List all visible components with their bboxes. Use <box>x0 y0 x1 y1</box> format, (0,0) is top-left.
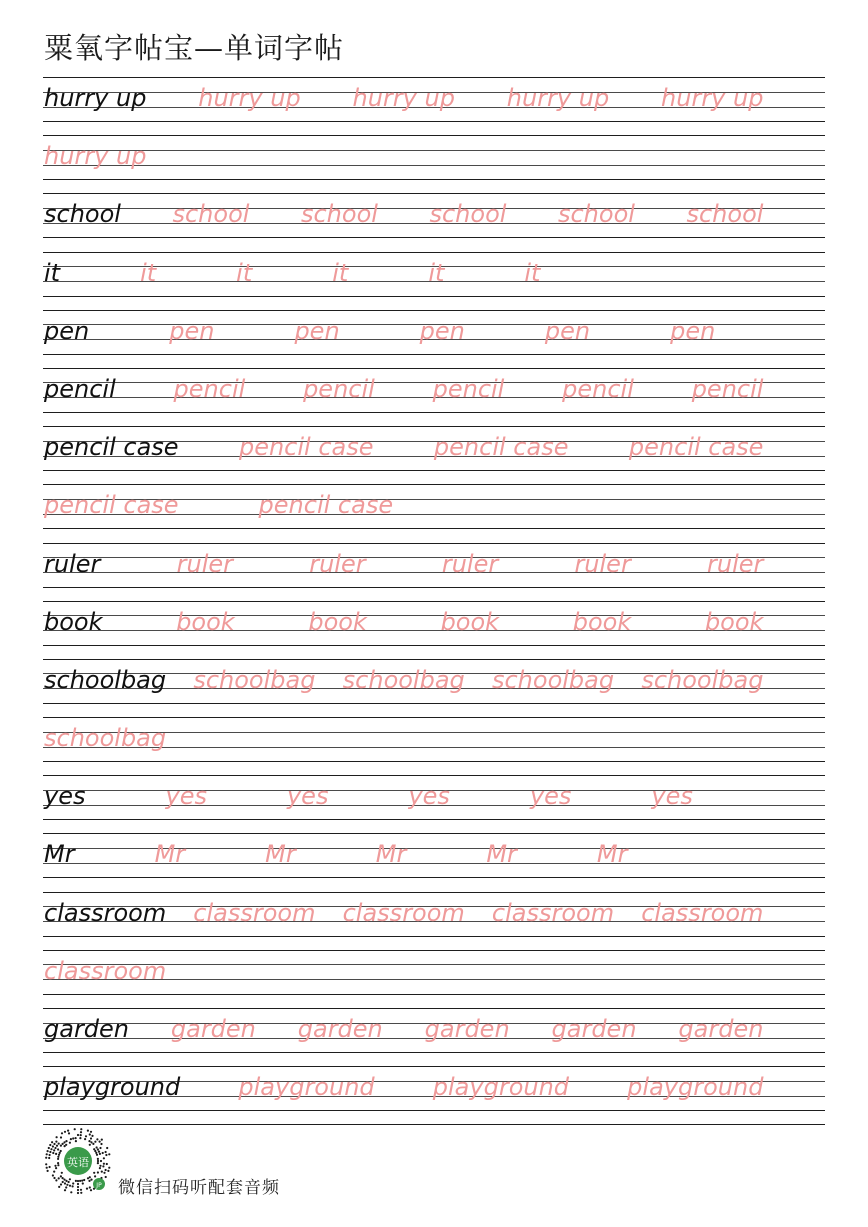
trace-word: schoolbag <box>44 724 167 753</box>
trace-word: garden <box>551 1015 637 1043</box>
trace-word: schoolbag <box>193 665 316 694</box>
trace-word: garden <box>424 1015 510 1043</box>
trace-word: classroom <box>342 898 465 927</box>
guide-line <box>43 470 825 471</box>
model-word: garden <box>44 1015 130 1043</box>
trace-word: schoolbag <box>641 665 764 694</box>
scan-instruction: 微信扫码听配套音频 <box>118 1178 280 1198</box>
guide-line <box>43 77 825 78</box>
guide-line <box>43 1066 825 1067</box>
trace-word: schoolbag <box>342 665 465 694</box>
trace-word: Mr <box>486 840 517 869</box>
trace-word: pen <box>544 316 591 345</box>
model-word: pen <box>44 316 90 345</box>
trace-word: pencil <box>303 374 375 403</box>
model-word: classroom <box>44 898 167 927</box>
trace-word: yes <box>651 782 693 811</box>
guide-line <box>43 833 825 834</box>
trace-word: hurry up <box>352 84 455 112</box>
trace-word: school <box>172 200 250 229</box>
trace-word: playground <box>432 1073 570 1102</box>
trace-word: hurry up <box>661 84 764 112</box>
practice-row <box>43 1066 825 1124</box>
guide-line <box>43 179 825 180</box>
practice-row <box>43 950 825 1008</box>
handwriting-sheet <box>43 77 825 1125</box>
practice-row <box>43 717 825 775</box>
practice-row <box>43 659 825 717</box>
trace-word: it <box>332 258 349 287</box>
trace-word: Mr <box>596 840 628 869</box>
guide-line <box>43 150 825 151</box>
trace-word: book <box>440 607 500 636</box>
practice-row <box>43 368 825 426</box>
page-title: 粟氧字帖宝—单词字帖 <box>44 31 345 65</box>
trace-word: classroom <box>44 956 167 985</box>
trace-word: pen <box>294 316 340 345</box>
guide-line <box>43 659 825 660</box>
model-word: book <box>44 607 103 636</box>
guide-line <box>43 237 825 238</box>
trace-word: schoolbag <box>491 665 615 694</box>
practice-row <box>43 252 825 310</box>
guide-line <box>43 165 825 166</box>
guide-line <box>43 645 825 646</box>
model-word: pencil case <box>44 433 179 462</box>
practice-row <box>43 135 825 193</box>
trace-word: Mr <box>375 840 407 869</box>
practice-row <box>43 193 825 251</box>
trace-word: ruler <box>176 549 233 578</box>
practice-row <box>43 833 825 891</box>
guide-line <box>43 368 825 369</box>
trace-word: ruler <box>574 549 631 578</box>
trace-word: pencil <box>562 374 634 403</box>
guide-line <box>43 936 825 937</box>
trace-word: pencil <box>432 374 505 403</box>
guide-line <box>43 296 825 297</box>
guide-line <box>43 354 825 355</box>
trace-word: hurry up <box>198 84 301 112</box>
model-word: school <box>44 200 121 229</box>
guide-line <box>43 601 825 602</box>
guide-line <box>43 484 825 485</box>
trace-word: it <box>140 258 157 287</box>
trace-word: book <box>176 607 235 636</box>
trace-word: pencil case <box>433 433 569 462</box>
practice-row <box>43 601 825 659</box>
trace-word: pencil case <box>44 491 179 520</box>
trace-word: pencil <box>173 374 246 403</box>
trace-word: school <box>557 200 635 229</box>
guide-line <box>43 717 825 718</box>
practice-row <box>43 77 825 135</box>
guide-line <box>43 252 825 253</box>
trace-word: pencil case <box>238 433 374 462</box>
model-word: playground <box>44 1073 181 1102</box>
guide-line <box>43 193 825 194</box>
trace-word: playground <box>627 1073 764 1102</box>
model-word: hurry up <box>44 84 147 112</box>
guide-line <box>43 543 825 544</box>
practice-row <box>43 426 825 484</box>
model-word: it <box>44 258 61 287</box>
trace-word: ruler <box>309 549 366 578</box>
trace-word: it <box>524 258 541 287</box>
trace-word: pencil case <box>258 491 394 520</box>
trace-word: book <box>704 607 764 636</box>
trace-word: hurry up <box>44 142 147 171</box>
trace-word: school <box>686 200 764 229</box>
footer <box>42 1127 442 1199</box>
guide-line <box>43 587 825 588</box>
trace-word: playground <box>238 1073 375 1102</box>
trace-word: pencil case <box>628 433 764 462</box>
qr-badge-label: 英语 <box>67 1156 89 1169</box>
guide-line <box>43 877 825 878</box>
guide-line <box>43 135 825 136</box>
model-word: ruler <box>44 549 101 578</box>
practice-row <box>43 543 825 601</box>
guide-line <box>43 819 825 820</box>
qr-code-icon[interactable] <box>42 1127 114 1199</box>
guide-line <box>43 121 825 122</box>
trace-word: hurry up <box>506 84 610 112</box>
model-word: Mr <box>44 840 75 869</box>
trace-word: garden <box>297 1015 383 1043</box>
trace-word: book <box>572 607 632 636</box>
guide-line <box>43 892 825 893</box>
practice-row <box>43 892 825 950</box>
guide-line <box>43 703 825 704</box>
trace-word: garden <box>170 1015 256 1043</box>
trace-word: school <box>300 200 378 229</box>
practice-row <box>43 1008 825 1066</box>
trace-word: pen <box>419 316 465 345</box>
trace-word: pen <box>169 316 215 345</box>
closing-line <box>43 1124 825 1125</box>
trace-word: classroom <box>193 898 316 927</box>
model-word: schoolbag <box>44 665 167 694</box>
trace-word: book <box>308 607 367 636</box>
trace-word: school <box>429 200 507 229</box>
trace-word: it <box>428 258 445 287</box>
trace-word: garden <box>678 1015 764 1043</box>
practice-row <box>43 484 825 542</box>
guide-line <box>43 1008 825 1009</box>
trace-word: Mr <box>265 840 296 869</box>
trace-word: pen <box>670 316 716 345</box>
guide-line <box>43 426 825 427</box>
guide-line <box>43 775 825 776</box>
practice-row <box>43 775 825 833</box>
guide-line <box>43 310 825 311</box>
guide-line <box>43 950 825 951</box>
trace-word: yes <box>529 782 572 811</box>
trace-word: ruler <box>441 549 499 578</box>
trace-word: yes <box>165 782 207 811</box>
guide-line <box>43 1124 825 1125</box>
qr-tag-label: JP <box>96 1182 102 1189</box>
practice-row <box>43 310 825 368</box>
trace-word: ruler <box>707 549 764 578</box>
model-word: yes <box>44 782 86 811</box>
trace-word: classroom <box>641 898 764 927</box>
guide-line <box>43 412 825 413</box>
trace-word: classroom <box>491 898 615 927</box>
guide-line <box>43 761 825 762</box>
trace-word: yes <box>286 782 329 811</box>
trace-word: pencil <box>691 374 764 403</box>
trace-word: yes <box>408 782 450 811</box>
guide-line <box>43 1052 825 1053</box>
guide-line <box>43 1110 825 1111</box>
trace-word: it <box>236 258 253 287</box>
model-word: pencil <box>44 374 116 403</box>
guide-line <box>43 528 825 529</box>
trace-word: Mr <box>154 840 186 869</box>
guide-line <box>43 994 825 995</box>
